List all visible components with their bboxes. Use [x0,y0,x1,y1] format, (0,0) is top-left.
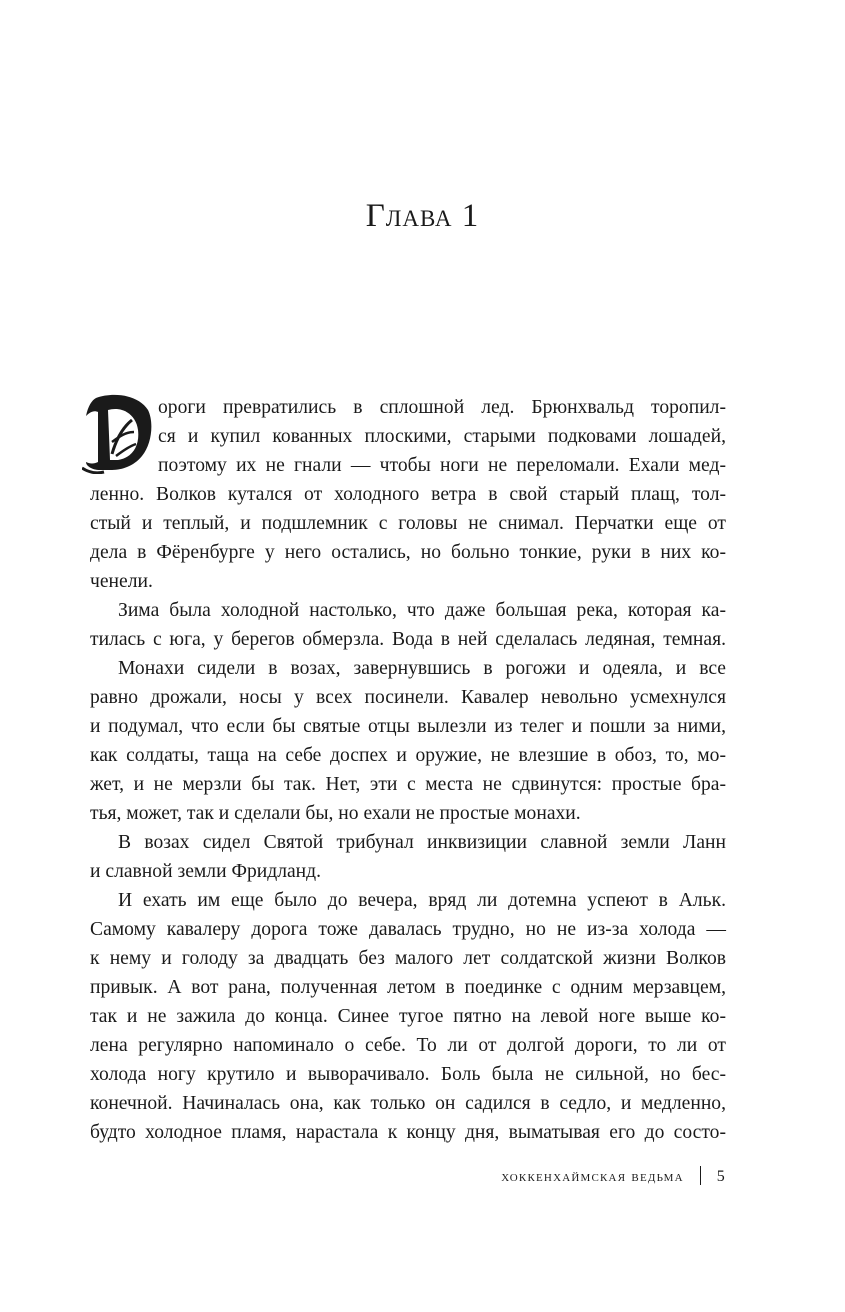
text-line: ся и купил кованных плоскими, старыми подковами лошадей, [158,426,726,447]
text-line: будто холодное пламя, нарастала к концу дня, выматывая его до состо- [90,1122,726,1143]
text-line: холода ногу крутило и выворачивало. Боль была не сильной, но бес- [90,1064,726,1085]
text-line: И ехать им еще было до вечера, вряд ли дотемна успеют в Альк. [118,890,726,911]
text-line: Зима была холодной настолько, что даже большая река, которая ка- [118,600,726,621]
text-line: к нему и голоду за двадцать без малого лет солдатской жизни Волков [90,948,726,969]
text-line: тилась с юга, у берегов обмерзла. Вода в ней сделалась ледяная, темная. [90,629,726,650]
text-line: привык. А вот рана, полученная летом в поединке с одним мерзавцем, [90,977,726,998]
text-line: жет, и не мерзли бы так. Нет, эти с места не сдвинутся: простые бра- [90,774,726,795]
text-line: дела в Фёренбурге у него остались, но больно тонкие, руки в них ко- [90,542,726,563]
text-line: Самому кавалеру дорога тоже давалась трудно, но не из-за холода — [90,919,726,940]
text-line: как солдаты, таща на себе доспех и оружие, не влезшие в обоз, то, мо- [90,745,726,766]
text-line: равно дрожали, носы у всех посинели. Кавалер невольно усмехнулся [90,687,726,708]
text-line: ленно. Волков кутался от холодного ветра в свой старый плащ, тол- [90,484,726,505]
page-number: 5 [716,1168,726,1185]
text-line: лена регулярно напоминало о себе. То ли от долгой дороги, то ли от [90,1035,726,1056]
chapter-title: Глава 1 [365,198,480,234]
text-line: Монахи сидели в возах, завернувшись в рогожи и одеяла, и все [118,658,726,679]
running-footer [501,1166,726,1186]
text-line: так и не зажила до конца. Синее тугое пятно на левой ноге выше ко- [90,1006,726,1027]
text-line: поэтому их не гнали — чтобы ноги не переломали. Ехали мед- [158,455,726,476]
text-line: стый и теплый, и подшлемник с головы не снимал. Перчатки еще от [90,513,726,534]
text-line: ороги превратились в сплошной лед. Брюнхвальд торопил- [158,397,726,418]
text-line: конечной. Начиналась она, как только он садился в седло, и медленно, [90,1093,726,1114]
dropcap-letter [82,392,154,474]
text-line: В возах сидел Святой трибунал инквизиции славной земли Ланн [118,832,726,853]
footer-divider [700,1166,701,1185]
book-title: хоккенхаймская ведьма [501,1168,684,1185]
text-line: и подумал, что если бы святые отцы вылезли из телег и пошли за ними, [90,716,726,737]
text-line: ченели. [90,571,153,592]
text-line: и славной земли Фридланд. [90,861,322,882]
text-line: тья, может, так и сделали бы, но ехали не простые монахи. [90,803,581,824]
